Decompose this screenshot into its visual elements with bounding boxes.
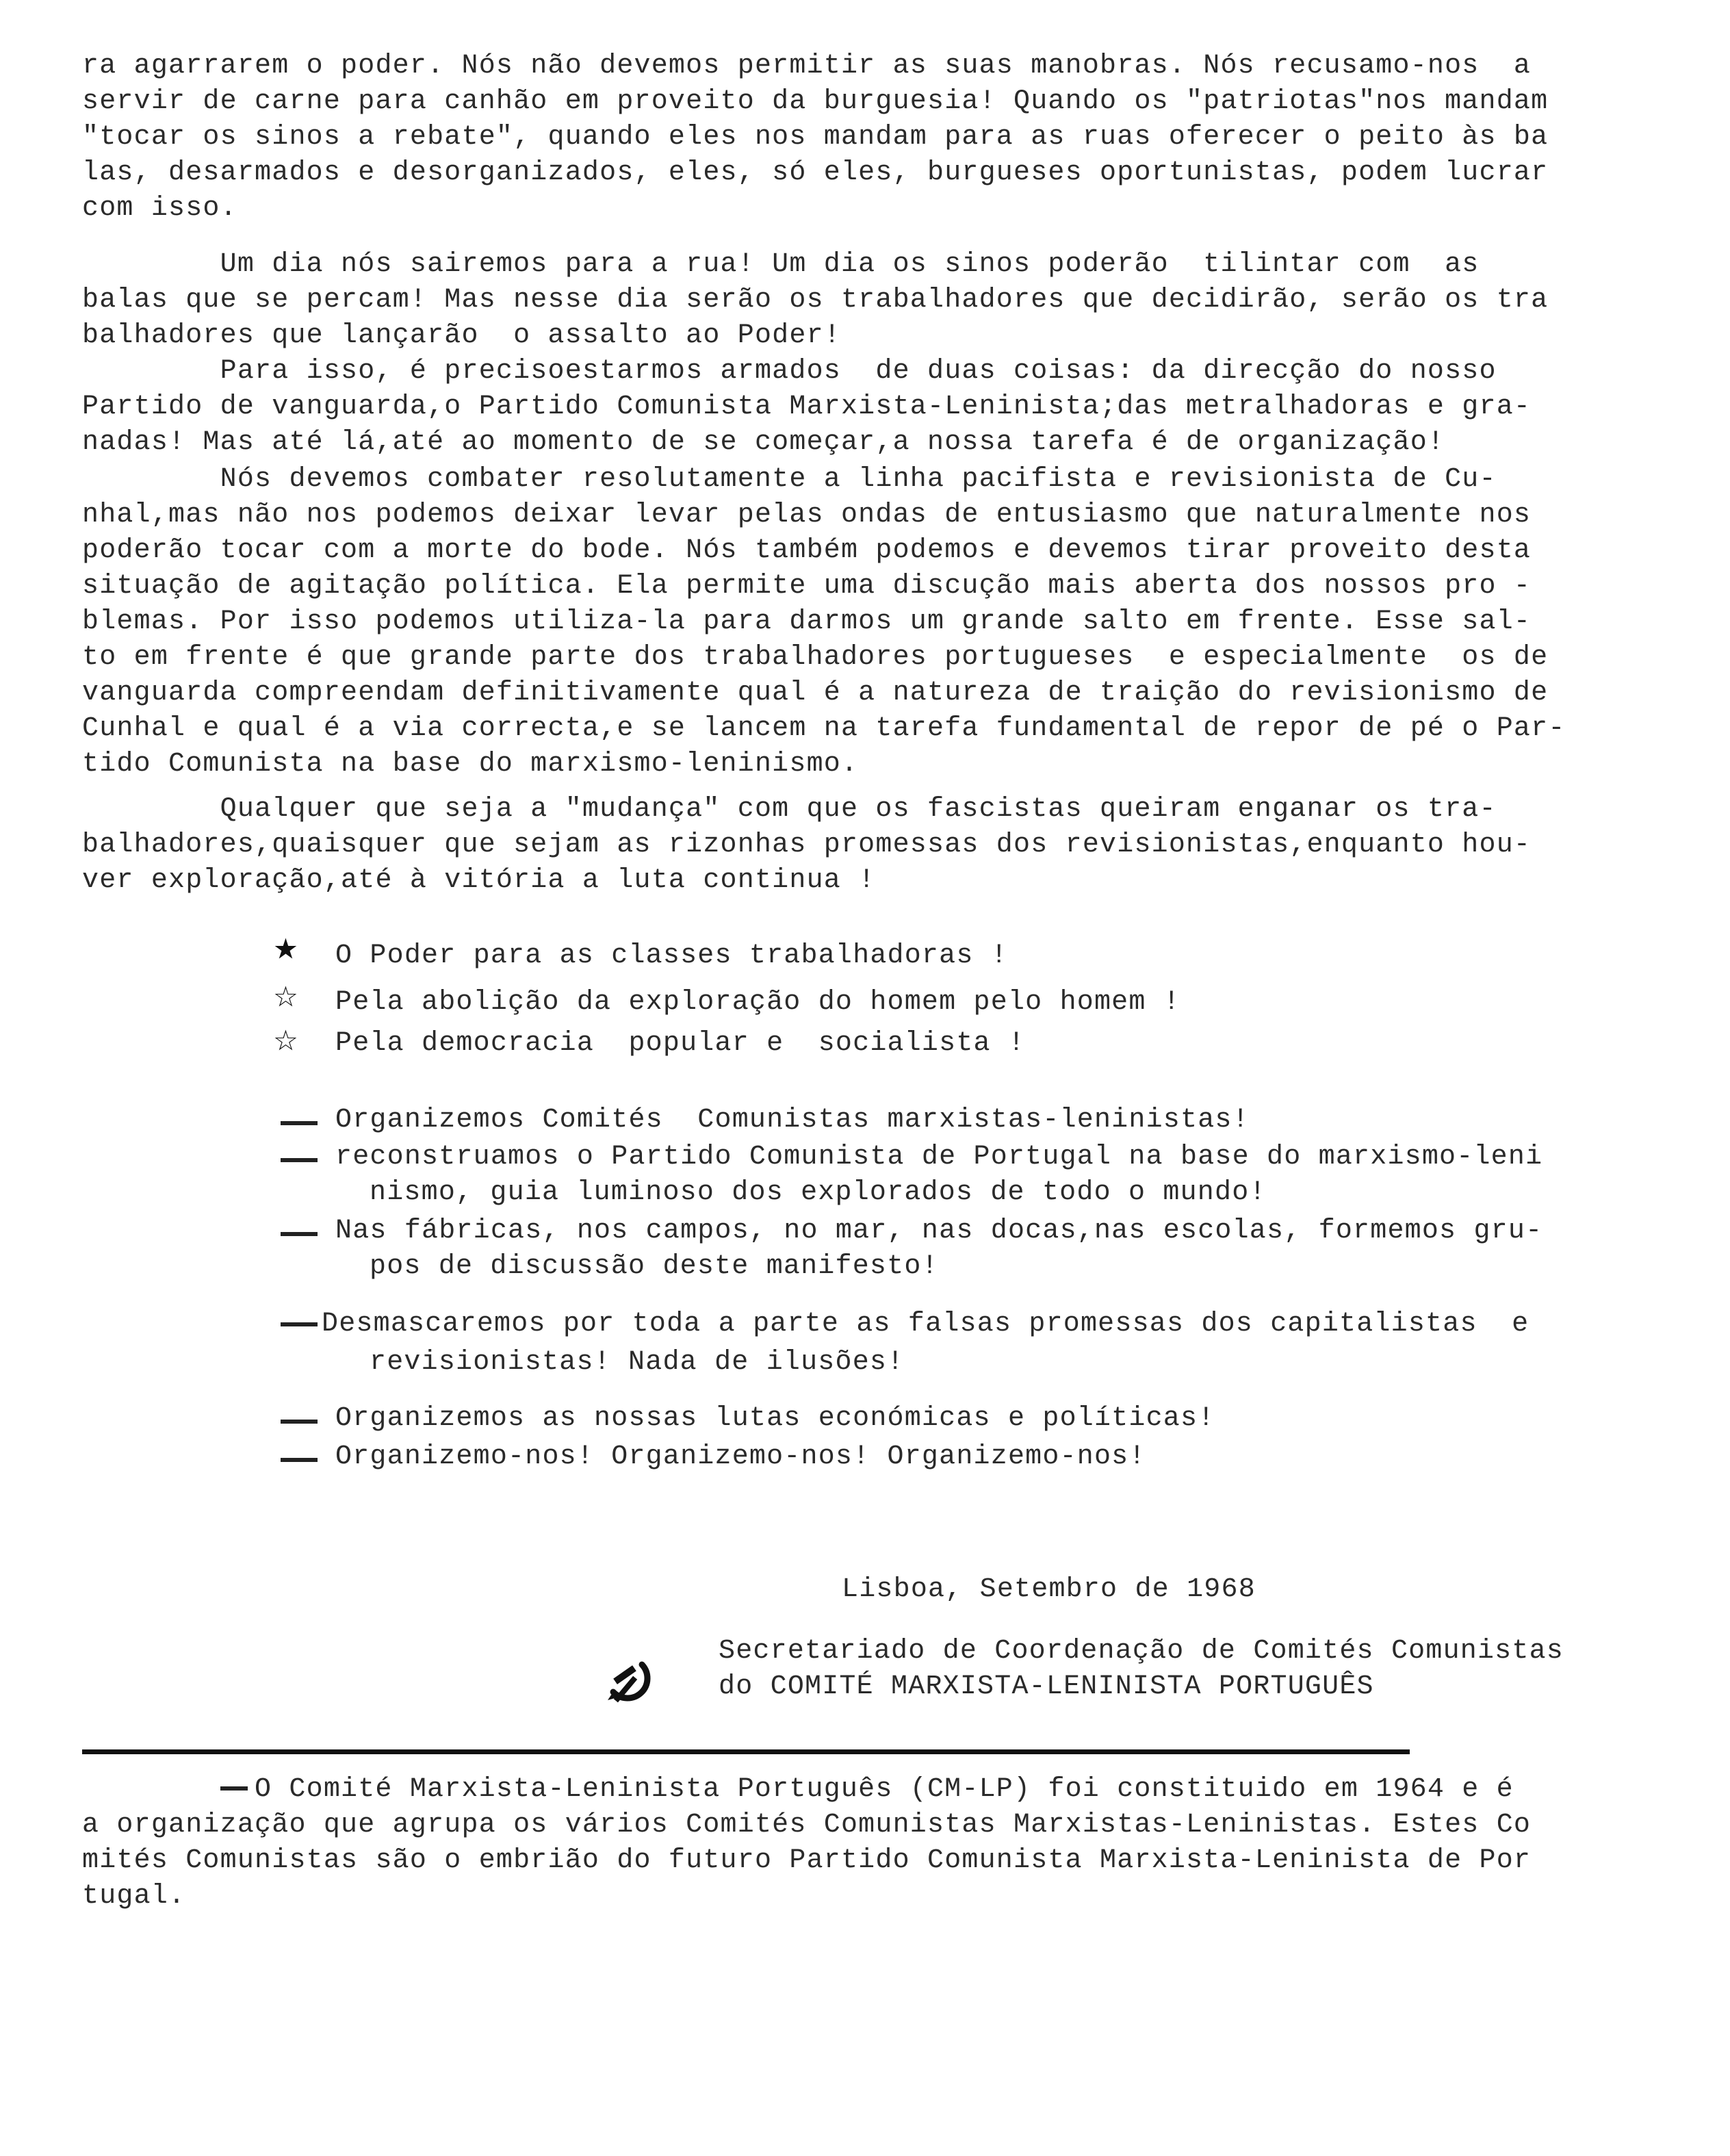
paragraph-4-line: situação de agitação política. Ela permite uma discução mais aberta dos nossos pro - xyxy=(82,571,1532,602)
paragraph-2-line: balas que se percam! Mas nesse dia serão os trabalhadores que decidirão, serão os tra xyxy=(82,285,1549,316)
call-line: Organizemos as nossas lutas económicas e políticas! xyxy=(335,1403,1215,1434)
paragraph-1-line: "tocar os sinos a rebate", quando eles nos mandam para as ruas oferecer o peito às ba xyxy=(82,122,1549,153)
dash-bullet xyxy=(281,1121,318,1125)
paragraph-4-line: vanguarda compreendam definitivamente qual é a natureza de traição do revisionismo de xyxy=(82,678,1549,708)
paragraph-1-line: las, desarmados e desorganizados, eles, só eles, burgueses oportunistas, podem lucrar xyxy=(82,157,1549,188)
paragraph-4-line: tido Comunista na base do marxismo-leninismo. xyxy=(82,749,859,780)
paragraph-1-line: com isso. xyxy=(82,193,237,224)
paragraph-4-line: nhal,mas não nos podemos deixar levar pelas ondas de entusiasmo que naturalmente nos xyxy=(82,500,1532,530)
call-line: pos de discussão deste manifesto! xyxy=(370,1251,939,1282)
paragraph-2-line: balhadores que lançarão o assalto ao Poder! xyxy=(82,320,841,351)
footnote-line: mités Comunistas são o embrião do futuro Partido Comunista Marxista-Leninista de Por xyxy=(82,1845,1532,1876)
dash-bullet xyxy=(281,1158,318,1162)
paragraph-3-line: Para isso, é precisoestarmos armados de duas coisas: da direcção do nosso xyxy=(82,356,1497,387)
call-line: Organizemos Comités Comunistas marxistas-leninistas! xyxy=(335,1105,1250,1135)
call-line: Desmascaremos por toda a parte as falsas promessas dos capitalistas e xyxy=(322,1309,1529,1339)
paragraph-5-line: balhadores,quaisquer que sejam as rizonhas promessas dos revisionistas,enquanto hou- xyxy=(82,830,1532,860)
paragraph-1-line: servir de carne para canhão em proveito da burguesia! Quando os "patriotas"nos mandam xyxy=(82,86,1549,117)
call-line: reconstruamos o Partido Comunista de Portugal na base do marxismo-leni xyxy=(335,1142,1543,1172)
horizontal-rule xyxy=(82,1749,1410,1754)
call-line: Organizemo-nos! Organizemo-nos! Organizemo-nos! xyxy=(335,1441,1146,1472)
dash-bullet xyxy=(281,1420,318,1424)
slogan-line: O Poder para as classes trabalhadoras ! xyxy=(335,940,1008,971)
paragraph-5-line: Qualquer que seja a "mudança" com que os fascistas queiram enganar os tra- xyxy=(82,794,1497,825)
footnote-line: a organização que agrupa os vários Comités Comunistas Marxistas-Leninistas. Estes Co xyxy=(82,1810,1532,1840)
footnote-line: O Comité Marxista-Leninista Português (CM-LP) foi constituido em 1964 e é xyxy=(255,1774,1514,1805)
call-line: Nas fábricas, nos campos, no mar, nas docas,nas escolas, formemos gru- xyxy=(335,1216,1543,1246)
paragraph-2-line: Um dia nós sairemos para a rua! Um dia os sinos poderão tilintar com as xyxy=(82,249,1480,280)
signature-line: do COMITÉ MARXISTA-LENINISTA PORTUGUÊS xyxy=(719,1671,1374,1702)
star-icon: ★ xyxy=(274,927,298,971)
dash-bullet xyxy=(281,1458,318,1462)
star-icon: ☆ xyxy=(274,1018,298,1063)
signature-line: Secretariado de Coordenação de Comités Comunistas xyxy=(719,1636,1564,1667)
paragraph-4-line: poderão tocar com a morte do bode. Nós também podemos e devemos tirar proveito desta xyxy=(82,535,1532,566)
paragraph-1-line: ra agarrarem o poder. Nós não devemos permitir as suas manobras. Nós recusamo-nos a xyxy=(82,51,1532,81)
paragraph-4-line: Nós devemos combater resolutamente a linha pacifista e revisionista de Cu- xyxy=(82,464,1497,495)
paragraph-4-line: blemas. Por isso podemos utiliza-la para darmos um grande salto em frente. Esse sal- xyxy=(82,606,1532,637)
paragraph-3-line: Partido de vanguarda,o Partido Comunista Marxista-Leninista;das metralhadoras e gra- xyxy=(82,392,1532,422)
slogan-line: Pela democracia popular e socialista ! xyxy=(335,1028,1026,1059)
paragraph-4-line: to em frente é que grande parte dos trabalhadores portugueses e especialmente os de xyxy=(82,642,1549,673)
place-date: Lisboa, Setembro de 1968 xyxy=(842,1574,1256,1605)
call-line: nismo, guia luminoso dos explorados de todo o mundo! xyxy=(370,1177,1267,1208)
footnote-line: tugal. xyxy=(82,1881,186,1912)
dash-bullet xyxy=(281,1322,318,1326)
paragraph-3-line: nadas! Mas até lá,até ao momento de se começar,a nossa tarefa é de organização! xyxy=(82,427,1445,458)
slogan-line: Pela abolição da exploração do homem pelo homem ! xyxy=(335,987,1180,1018)
star-icon: ☆ xyxy=(274,975,298,1019)
paragraph-5-line: ver exploração,até à vitória a luta continua ! xyxy=(82,865,876,896)
dash-bullet xyxy=(281,1232,318,1236)
dash-bullet xyxy=(220,1786,248,1791)
hammer-and-sickle-icon xyxy=(602,1656,657,1711)
paragraph-4-line: Cunhal e qual é a via correcta,e se lancem na tarefa fundamental de repor de pé o Par- xyxy=(82,713,1566,744)
call-line: revisionistas! Nada de ilusões! xyxy=(370,1347,905,1378)
